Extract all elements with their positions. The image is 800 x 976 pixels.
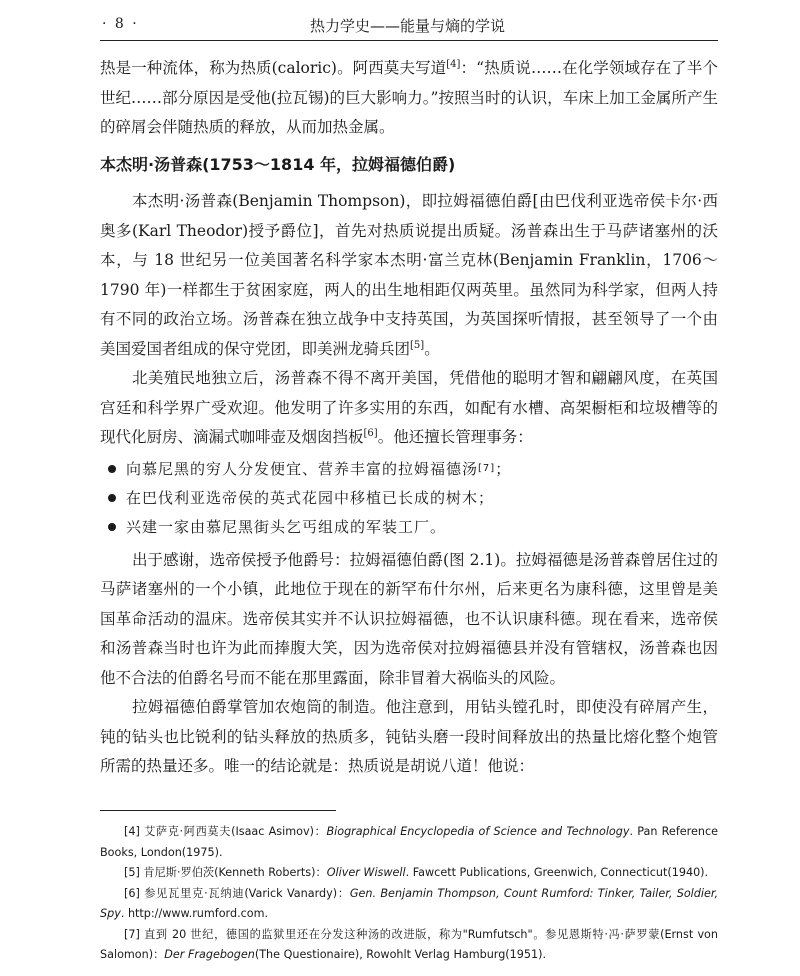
footnote-text: 参见瓦里克·瓦纳迪(Varick Vanardy)： [144,886,350,900]
bullet-dot-icon [108,465,116,473]
list-item-text: 向慕尼黑的穷人分发便宜、营养丰富的拉姆福德汤 [126,459,479,478]
paragraph-thompson-england [100,364,718,453]
running-title: 热力学史——能量与熵的学说 [310,17,506,35]
footnote-5 [100,863,718,884]
page-number: · 8 · [102,16,139,32]
footnote-text: 艾萨克·阿西莫夫(Isaac Asimov)： [144,825,327,838]
paragraph-caloric [100,54,718,143]
bullet-dot-icon [108,523,116,531]
footnote-text: 直到 20 世纪，德国的监狱里还在分发这种汤的改进版，称为"Rumfutsch"。参见恩斯特·冯·萨罗蒙(Ernst von Salomon)： [100,927,718,961]
main-text [100,54,718,782]
footnote-title: Biographical Encyclopedia of Science and Technology [326,825,630,838]
paragraph-text: 。 [424,339,440,358]
footnote-4 [100,822,718,863]
footnotes [100,822,718,966]
running-header [100,14,720,40]
list-item-text: ； [495,459,512,478]
paragraph-text: 热是一种流体，称为热质(caloric)。阿西莫夫写道 [100,59,447,77]
paragraph-cannon-boring: 拉姆福德伯爵掌管加农炮筒的制造。他注意到，用钻头镗孔时，即使没有碎屑产生，钝的钻头也比锐利的钻头释放的热质多，钝钻头磨一段时间释放出的热量比熔化整个炮管所需的热量还多。唯一的结论就是：热质说是胡说八道！他说： [100,698,718,775]
paragraph-rumford-title: 出于感谢，选帝侯授予他爵号：拉姆福德伯爵(图 2.1)。拉姆福德是汤普森曾居住过的马萨诸塞州的一个小镇，此地位于现在的新罕布什尔州，后来更名为康科德，这里曾是美国革命活动的温床。选帝侯其实并不认识拉姆福德，也不认识康科德。现在看来，选帝侯和汤普森当时也许为此而捧腹大笑，因为选帝侯对拉姆福德县并没有管辖权，汤普森也因他不合法的伯爵名号而不能在那里露面，除非冒着大祸临头的风险。 [100,550,718,687]
footnote-title: Der Fragebogen [164,948,255,961]
footnote-mark: [5] [124,866,140,879]
footnote-text: . Pan Reference Books, London(1975). [100,825,718,859]
footnote-title: Gen. Benjamin Thompson, Count Rumford: Tinker, Tailer, Soldier, Spy [100,886,719,920]
footnote-text: (The Questionaire), Rowohlt Verlag Hamburg(1951). [254,948,547,961]
list-item: 向慕尼黑的穷人分发便宜、营养丰富的拉姆福德汤 [7] ； [108,455,718,484]
paragraph-thompson-intro [100,187,718,364]
footnote-7 [100,925,718,966]
footnote-mark: [6] [124,886,140,900]
footnote-ref-5: [5] [410,339,425,351]
footnote-title: Oliver Wiswell [326,866,406,879]
paragraph-text: ：“热质说……在化学领域存在了半个世纪……部分原因是受他(拉瓦锡)的巨大影响力。”按照当时的认识，车床上加工金属所产生的碎屑会伴随热质的释放，从而加热金属。 [100,59,718,136]
paragraph-text: 。他还擅长管理事务： [377,428,533,446]
footnote-mark: [7] [124,927,140,941]
list-item-text: 在巴伐利亚选帝侯的英式花园中移植已长成的树木； [126,488,495,507]
footnote-ref-4: [4] [446,59,461,70]
list-item [108,484,718,513]
footnote-mark: [4] [124,825,140,838]
header-rule [100,40,718,41]
list-item [108,513,718,542]
footnote-ref-6: [6] [363,428,378,439]
bullet-list [100,455,718,542]
footnote-text: . http://www.rumford.com. [120,907,269,920]
footnote-text: 肯尼斯·罗伯茨(Kenneth Roberts)： [143,866,327,879]
bullet-dot-icon [108,494,116,502]
section-heading: 本杰明·汤普森(1753～1814 年，拉姆福德伯爵) [100,154,456,174]
paragraph-text: 北美殖民地独立后，汤普森不得不离开美国，凭借他的聪明才智和翩翩风度，在英国宫廷和科学界广受欢迎。他发明了许多实用的东西，如配有水槽、高架橱柜和垃圾槽等的现代化厨房、滴漏式咖啡壶及烟囱挡板 [100,369,718,446]
list-item-text: 兴建一家由慕尼黑街头乞丐组成的军装工厂。 [126,517,447,536]
paragraph-text: 本杰明·汤普森(Benjamin Thompson)，即拉姆福德伯爵[由巴伐利亚选帝侯卡尔·西奥多(Karl Theodor)授予爵位]，首先对热质说提出质疑。汤普森出生于马萨诸塞州的沃本，与 18 世纪另一位美国著名科学家本杰明·富兰克林(Benjamin Franklin，1706～1790 年)一样都生于贫困家庭，两人的出生地相距仅两英里。虽然同为科学家，但两人持有不同的政治立场。汤普森在独立战争中支持英国，为英国探听情报，甚至领导了一个由美国爱国者组成的保守党团，即美洲龙骑兵团 [100,192,718,358]
footnote-6 [100,884,718,925]
footnote-text: . Fawcett Publications, Greenwich, Connecticut(1940). [405,866,709,879]
footnote-rule [100,810,336,811]
